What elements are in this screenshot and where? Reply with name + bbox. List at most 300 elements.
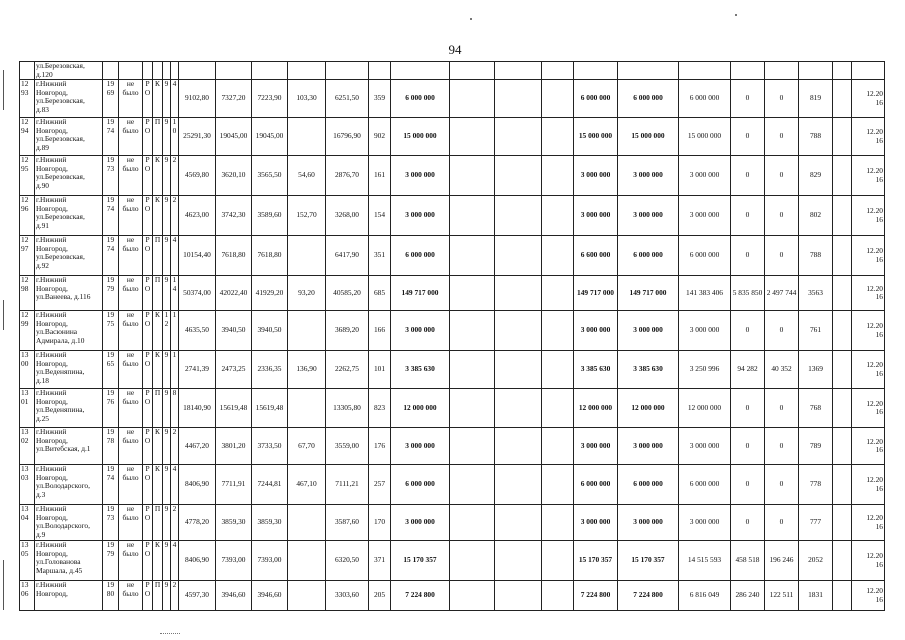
residents-cell: 371: [369, 541, 391, 581]
municipal-budget-cell: 0: [765, 311, 799, 351]
floors-cell: 1 2: [163, 311, 171, 351]
common-area-cell: 3559,00: [326, 428, 369, 465]
empty-cell: [450, 118, 495, 156]
region-budget-cell: 0: [731, 196, 765, 236]
fund-share-cell: 3 250 996: [679, 351, 731, 389]
row-number-cell: 12 93: [20, 80, 35, 118]
empty-cell: [450, 276, 495, 311]
table-row: [20, 276, 885, 311]
empty-cell: [495, 541, 542, 581]
wall-material-cell: К: [153, 80, 163, 118]
municipal-area-cell: [288, 581, 326, 611]
repair-cost-cell: 3 000 000: [391, 311, 450, 351]
empty-cell: [833, 465, 852, 505]
fund-share-cell: 15 000 000: [679, 118, 731, 156]
region-budget-cell: 0: [731, 156, 765, 196]
municipal-budget-cell: 0: [765, 196, 799, 236]
last-repair-cell: не было: [119, 389, 143, 428]
empty-cell: [495, 465, 542, 505]
cost-sum-cell: 3 385 630: [618, 351, 679, 389]
entrances-cell: 4: [171, 80, 179, 118]
living-area-cell: 7393,00: [216, 541, 252, 581]
empty-cell: [542, 236, 574, 276]
wall-material-cell: К: [153, 541, 163, 581]
cost-total-cell: 3 000 000: [574, 196, 618, 236]
empty-cell: [495, 80, 542, 118]
total-area-cell: 2741,39: [179, 351, 216, 389]
year-built-cell: 19 73: [103, 156, 119, 196]
empty-cell: [495, 156, 542, 196]
floors-cell: 9: [163, 196, 171, 236]
empty-cell: [495, 118, 542, 156]
living-area-cell: 7711,91: [216, 465, 252, 505]
fund-share-cell: 12 000 000: [679, 389, 731, 428]
row-number-cell: 13 02: [20, 428, 35, 465]
living-area-cell: 7618,80: [216, 236, 252, 276]
empty-cell: [833, 389, 852, 428]
municipal-budget-cell: 0: [765, 428, 799, 465]
municipal-area-cell: [288, 236, 326, 276]
municipal-area-cell: 136,90: [288, 351, 326, 389]
owner-type-cell: Р О: [143, 276, 153, 311]
floors-cell: 9: [163, 276, 171, 311]
row-number-cell: 12 98: [20, 276, 35, 311]
municipal-budget-cell: 0: [765, 156, 799, 196]
residents-cell: 176: [369, 428, 391, 465]
empty-cell: [450, 465, 495, 505]
empty-cell: [542, 276, 574, 311]
common-area-cell: 40585,20: [326, 276, 369, 311]
year-built-cell: 19 65: [103, 351, 119, 389]
residents-cell: 685: [369, 276, 391, 311]
private-area-cell: 3946,60: [252, 581, 288, 611]
municipal-budget-cell: 0: [765, 236, 799, 276]
living-area-cell: 15619,48: [216, 389, 252, 428]
address-cell: г.Нижний Новгород, ул.Витебская, д.1: [35, 428, 103, 465]
table-row: [20, 351, 885, 389]
empty-cell: [833, 351, 852, 389]
empty-cell: [495, 428, 542, 465]
municipal-area-cell: 93,20: [288, 276, 326, 311]
common-area-cell: 3689,20: [326, 311, 369, 351]
completion-date-cell: 12.20 16: [852, 236, 885, 276]
region-budget-cell: 0: [731, 236, 765, 276]
owner-type-cell: Р О: [143, 196, 153, 236]
cost-sum-cell: 6 000 000: [618, 236, 679, 276]
last-repair-cell: не было: [119, 118, 143, 156]
owner-type-cell: Р О: [143, 389, 153, 428]
empty-cell: [450, 311, 495, 351]
repair-cost-cell: 149 717 000: [391, 276, 450, 311]
fund-share-cell: 3 000 000: [679, 156, 731, 196]
total-area-cell: 8406,90: [179, 541, 216, 581]
empty-cell: [450, 156, 495, 196]
empty-cell: [495, 505, 542, 541]
cost-total-cell: 149 717 000: [574, 276, 618, 311]
residents-cell: 170: [369, 505, 391, 541]
unit-cost-cell: 761: [799, 311, 833, 351]
private-area-cell: 3859,30: [252, 505, 288, 541]
last-repair-cell: не было: [119, 351, 143, 389]
total-area-cell: 18140,90: [179, 389, 216, 428]
floors-cell: 9: [163, 80, 171, 118]
residents-cell: 351: [369, 236, 391, 276]
total-area-cell: 4569,80: [179, 156, 216, 196]
municipal-area-cell: [288, 311, 326, 351]
private-area-cell: 7618,80: [252, 236, 288, 276]
unit-cost-cell: 777: [799, 505, 833, 541]
table-row: [20, 581, 885, 611]
last-repair-cell: не было: [119, 428, 143, 465]
living-area-cell: 3801,20: [216, 428, 252, 465]
completion-date-cell: 12.20 16: [852, 541, 885, 581]
total-area-cell: 25291,30: [179, 118, 216, 156]
cost-total-cell: 7 224 800: [574, 581, 618, 611]
total-area-cell: 8406,90: [179, 465, 216, 505]
cost-sum-cell: 3 000 000: [618, 196, 679, 236]
row-number-cell: 13 01: [20, 389, 35, 428]
row-number-cell: 13 03: [20, 465, 35, 505]
fund-share-cell: 3 000 000: [679, 505, 731, 541]
cost-sum-cell: 6 000 000: [618, 465, 679, 505]
empty-cell: [833, 581, 852, 611]
common-area-cell: 6251,50: [326, 80, 369, 118]
entrances-cell: 2: [171, 581, 179, 611]
unit-cost-cell: 2052: [799, 541, 833, 581]
unit-cost-cell: 788: [799, 118, 833, 156]
municipal-area-cell: 152,70: [288, 196, 326, 236]
total-area-cell: 10154,40: [179, 236, 216, 276]
empty-cell: [450, 236, 495, 276]
common-area-cell: 7111,21: [326, 465, 369, 505]
wall-material-cell: К: [153, 196, 163, 236]
completion-date-cell: 12.20 16: [852, 581, 885, 611]
repair-cost-cell: 3 000 000: [391, 196, 450, 236]
empty-cell: [833, 156, 852, 196]
cost-total-cell: 15 000 000: [574, 118, 618, 156]
repair-cost-cell: 3 000 000: [391, 428, 450, 465]
table-row: [20, 236, 885, 276]
empty-cell: [542, 311, 574, 351]
address-cell: г.Нижний Новгород, ул.Голованова Маршала, д.45: [35, 541, 103, 581]
repair-cost-cell: 6 000 000: [391, 465, 450, 505]
entrances-cell: 4: [171, 541, 179, 581]
repair-cost-cell: 15 000 000: [391, 118, 450, 156]
binding-edge-mark: [3, 560, 4, 610]
floors-cell: 9: [163, 389, 171, 428]
living-area-cell: 7327,20: [216, 80, 252, 118]
fund-share-cell: 141 383 406: [679, 276, 731, 311]
living-area-cell: 19045,00: [216, 118, 252, 156]
region-budget-cell: 0: [731, 311, 765, 351]
address-cell: г.Нижний Новгород, ул.Ванеева, д.116: [35, 276, 103, 311]
living-area-cell: 3946,60: [216, 581, 252, 611]
owner-type-cell: Р О: [143, 505, 153, 541]
completion-date-cell: 12.20 16: [852, 428, 885, 465]
total-area-cell: 4623,00: [179, 196, 216, 236]
municipal-area-cell: 103,30: [288, 80, 326, 118]
last-repair-cell: не было: [119, 541, 143, 581]
entrances-cell: 2: [171, 505, 179, 541]
address-cell: г.Нижний Новгород, ул.Володарского, д.3: [35, 465, 103, 505]
region-budget-cell: 0: [731, 465, 765, 505]
cost-sum-cell: 3 000 000: [618, 428, 679, 465]
common-area-cell: 2876,70: [326, 156, 369, 196]
total-area-cell: 4467,20: [179, 428, 216, 465]
wall-material-cell: П: [153, 505, 163, 541]
wall-material-cell: П: [153, 276, 163, 311]
municipal-area-cell: [288, 118, 326, 156]
scan-speck: [735, 14, 737, 16]
region-budget-cell: 286 240: [731, 581, 765, 611]
empty-cell: [450, 505, 495, 541]
wall-material-cell: К: [153, 465, 163, 505]
wall-material-cell: К: [153, 428, 163, 465]
living-area-cell: 2473,25: [216, 351, 252, 389]
entrances-cell: 2: [171, 428, 179, 465]
owner-type-cell: Р О: [143, 465, 153, 505]
residents-cell: 205: [369, 581, 391, 611]
common-area-cell: 2262,75: [326, 351, 369, 389]
last-repair-cell: не было: [119, 80, 143, 118]
last-repair-cell: не было: [119, 581, 143, 611]
owner-type-cell: Р О: [143, 156, 153, 196]
cost-total-cell: 3 385 630: [574, 351, 618, 389]
cost-total-cell: 3 000 000: [574, 311, 618, 351]
year-built-cell: 19 80: [103, 581, 119, 611]
region-budget-cell: 0: [731, 118, 765, 156]
floors-cell: 9: [163, 156, 171, 196]
address-cell: г.Нижний Новгород, ул.Веденяпина, д.25: [35, 389, 103, 428]
cost-sum-cell: 15 170 357: [618, 541, 679, 581]
common-area-cell: 6320,50: [326, 541, 369, 581]
table-row: [20, 428, 885, 465]
private-area-cell: 15619,48: [252, 389, 288, 428]
floors-cell: 9: [163, 505, 171, 541]
municipal-budget-cell: 122 511: [765, 581, 799, 611]
empty-cell: [542, 428, 574, 465]
unit-cost-cell: 1369: [799, 351, 833, 389]
unit-cost-cell: 819: [799, 80, 833, 118]
repair-cost-cell: 6 000 000: [391, 236, 450, 276]
completion-date-cell: 12.20 16: [852, 118, 885, 156]
repair-cost-cell: 7 224 800: [391, 581, 450, 611]
common-area-cell: 6417,90: [326, 236, 369, 276]
empty-cell: [542, 389, 574, 428]
total-area-cell: 4597,30: [179, 581, 216, 611]
floors-cell: 9: [163, 118, 171, 156]
empty-cell: [450, 389, 495, 428]
scan-dots: [160, 633, 180, 635]
private-area-cell: 41929,20: [252, 276, 288, 311]
year-built-cell: 19 69: [103, 80, 119, 118]
residents-cell: 166: [369, 311, 391, 351]
address-cell: г.Нижний Новгород, ул.Березовская, д.90: [35, 156, 103, 196]
private-area-cell: 3733,50: [252, 428, 288, 465]
empty-cell: [495, 236, 542, 276]
year-built-cell: 19 76: [103, 389, 119, 428]
entrances-cell: 1: [171, 311, 179, 351]
year-built-cell: 19 73: [103, 505, 119, 541]
cost-sum-cell: 3 000 000: [618, 311, 679, 351]
empty-cell: [833, 505, 852, 541]
empty-cell: [542, 465, 574, 505]
cost-sum-cell: 6 000 000: [618, 80, 679, 118]
repair-cost-cell: 3 000 000: [391, 505, 450, 541]
entrances-cell: 1 4: [171, 276, 179, 311]
table-row: [20, 505, 885, 541]
empty-cell: [495, 311, 542, 351]
empty-cell: [495, 351, 542, 389]
table-row: [20, 118, 885, 156]
table-row: [20, 311, 885, 351]
region-budget-cell: 0: [731, 80, 765, 118]
living-area-cell: 3859,30: [216, 505, 252, 541]
row-number-cell: 12 94: [20, 118, 35, 156]
municipal-budget-cell: 0: [765, 465, 799, 505]
address-cell: г.Нижний Новгород, ул.Березовская, д.91: [35, 196, 103, 236]
region-budget-cell: 0: [731, 505, 765, 541]
common-area-cell: 16796,90: [326, 118, 369, 156]
binding-edge-mark: [3, 70, 4, 110]
cost-sum-cell: 7 224 800: [618, 581, 679, 611]
private-area-cell: 7223,90: [252, 80, 288, 118]
cost-total-cell: 15 170 357: [574, 541, 618, 581]
year-built-cell: 19 79: [103, 541, 119, 581]
municipal-area-cell: [288, 389, 326, 428]
region-budget-cell: 0: [731, 389, 765, 428]
empty-cell: [542, 351, 574, 389]
table-row: [20, 80, 885, 118]
floors-cell: 9: [163, 581, 171, 611]
completion-date-cell: 12.20 16: [852, 505, 885, 541]
residents-cell: 823: [369, 389, 391, 428]
address-cell: г.Нижний Новгород, ул.Березовская, д.83: [35, 80, 103, 118]
fund-share-cell: 6 000 000: [679, 465, 731, 505]
living-area-cell: 3940,50: [216, 311, 252, 351]
unit-cost-cell: 1831: [799, 581, 833, 611]
empty-cell: [542, 156, 574, 196]
private-area-cell: 7244,81: [252, 465, 288, 505]
residents-cell: 161: [369, 156, 391, 196]
repair-cost-cell: 3 000 000: [391, 156, 450, 196]
municipal-area-cell: 54,60: [288, 156, 326, 196]
cost-total-cell: 3 000 000: [574, 428, 618, 465]
total-area-cell: 9102,80: [179, 80, 216, 118]
total-area-cell: 4778,20: [179, 505, 216, 541]
address-cell: г.Нижний Новгород, ул.Березовская, д.92: [35, 236, 103, 276]
repair-cost-cell: 12 000 000: [391, 389, 450, 428]
empty-cell: [450, 541, 495, 581]
empty-cell: [450, 196, 495, 236]
residents-cell: 257: [369, 465, 391, 505]
year-built-cell: 19 74: [103, 465, 119, 505]
row-number-cell: 13 06: [20, 581, 35, 611]
empty-cell: [542, 80, 574, 118]
living-area-cell: 42022,40: [216, 276, 252, 311]
last-repair-cell: не было: [119, 505, 143, 541]
owner-type-cell: Р О: [143, 311, 153, 351]
region-budget-cell: 458 518: [731, 541, 765, 581]
unit-cost-cell: 829: [799, 156, 833, 196]
row-number-cell: 13 04: [20, 505, 35, 541]
table-row: [20, 541, 885, 581]
wall-material-cell: П: [153, 581, 163, 611]
year-built-cell: 19 74: [103, 236, 119, 276]
unit-cost-cell: 788: [799, 236, 833, 276]
year-built-cell: 19 75: [103, 311, 119, 351]
entrances-cell: 2: [171, 156, 179, 196]
region-budget-cell: 5 835 850: [731, 276, 765, 311]
residents-cell: 359: [369, 80, 391, 118]
address-cell: г.Нижний Новгород,: [35, 581, 103, 611]
entrances-cell: 8: [171, 389, 179, 428]
empty-cell: [833, 118, 852, 156]
last-repair-cell: не было: [119, 311, 143, 351]
empty-cell: [833, 80, 852, 118]
cost-total-cell: 6 600 000: [574, 236, 618, 276]
completion-date-cell: 12.20 16: [852, 351, 885, 389]
owner-type-cell: Р О: [143, 118, 153, 156]
completion-date-cell: 12.20 16: [852, 196, 885, 236]
repair-cost-cell: 15 170 357: [391, 541, 450, 581]
address-cell: г.Нижний Новгород, ул.Березовская, д.89: [35, 118, 103, 156]
repair-cost-cell: 3 385 630: [391, 351, 450, 389]
empty-cell: [450, 581, 495, 611]
private-area-cell: 7393,00: [252, 541, 288, 581]
empty-cell: [833, 236, 852, 276]
owner-type-cell: Р О: [143, 236, 153, 276]
entrances-cell: 1 0: [171, 118, 179, 156]
entrances-cell: 2: [171, 196, 179, 236]
region-budget-cell: 0: [731, 428, 765, 465]
region-budget-cell: 94 282: [731, 351, 765, 389]
binding-edge-mark: [3, 300, 4, 330]
residents-cell: 902: [369, 118, 391, 156]
completion-date-cell: 12.20 16: [852, 389, 885, 428]
last-repair-cell: не было: [119, 196, 143, 236]
empty-cell: [542, 505, 574, 541]
cost-sum-cell: 12 000 000: [618, 389, 679, 428]
unit-cost-cell: 3563: [799, 276, 833, 311]
unit-cost-cell: 778: [799, 465, 833, 505]
municipal-budget-cell: 2 497 744: [765, 276, 799, 311]
row-number-cell: 12 97: [20, 236, 35, 276]
common-area-cell: 13305,80: [326, 389, 369, 428]
unit-cost-cell: 768: [799, 389, 833, 428]
last-repair-cell: не было: [119, 156, 143, 196]
year-built-cell: 19 79: [103, 276, 119, 311]
entrances-cell: 4: [171, 465, 179, 505]
empty-cell: [495, 581, 542, 611]
owner-type-cell: Р О: [143, 428, 153, 465]
table-row: [20, 156, 885, 196]
common-area-cell: 3587,60: [326, 505, 369, 541]
year-built-cell: 19 74: [103, 196, 119, 236]
row-number-cell: 12 95: [20, 156, 35, 196]
table-row: [20, 465, 885, 505]
address-cell: ул.Березовская, д.120: [35, 62, 103, 80]
empty-cell: [495, 196, 542, 236]
empty-cell: [833, 276, 852, 311]
empty-cell: [450, 351, 495, 389]
municipal-area-cell: [288, 505, 326, 541]
page-number: 94: [448, 42, 462, 57]
row-number-cell: 13 00: [20, 351, 35, 389]
scan-speck: [470, 18, 472, 20]
completion-date-cell: 12.20 16: [852, 276, 885, 311]
empty-cell: [833, 311, 852, 351]
